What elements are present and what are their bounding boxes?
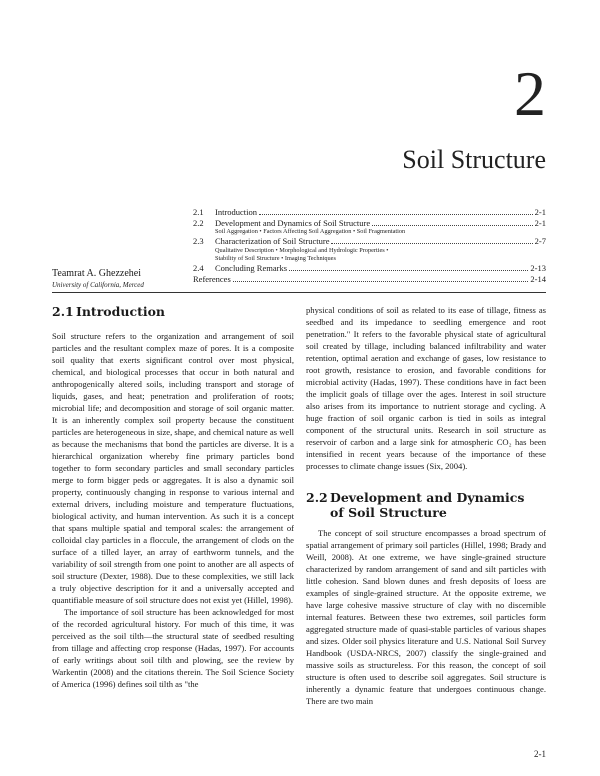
toc-number: 2.2 (193, 217, 204, 228)
toc-subtopics: Stability of Soil Structure • Imaging Techniques (215, 254, 336, 262)
paragraph: The importance of soil structure has been acknowledged for most of the recorded agricultural history. For much of this time, it was perceived as the soil tilth—the structural state of seedbed resulting from tillage and affecting crop response (Hadas, 1997). For accounts of early writings about soil tilth and plowing, see the review by Warkentin (2008) and the citations therein. The Soil Science Society of America (1996) defines soil tilth as "the (52, 607, 294, 689)
toc-title: Development and Dynamics of Soil Structure (215, 217, 371, 228)
toc-title: Introduction (215, 207, 258, 217)
toc-number: 2.4 (193, 263, 204, 274)
section-heading-development (306, 490, 546, 520)
toc-entry-2-4[interactable] (193, 263, 546, 274)
right-column-bottom (306, 527, 546, 707)
section-heading-introduction (52, 304, 294, 319)
toc-title: Characterization of Soil Structure (215, 236, 330, 247)
section-number: 2.2 (306, 490, 328, 505)
section-title-continued: of Soil Structure (330, 505, 447, 520)
toc-leader-dots (331, 243, 532, 244)
toc-page: 2-13 (530, 263, 546, 274)
paragraph: The concept of soil structure encompasses a broad spectrum of spatial arrangement of primary soil particles (Hillel, 1998; Brady and Weill, 2008). At one extreme, we have single-grained structure characterized by random arrangement of sand and silt particles with little cohesion. Sand blown dunes and fresh deposits of loess are examples of single-grained structure. At the opposite extreme, we have large cohesive massive structure of clay with no discernible internal features. Between these two extremes, soil particles form aggregated structure made of quasi-stable particles of various shapes and sizes. Older soil physics literature and U.S. National Soil Survey Handbook (USDA-NRCS, 2007) classify the single-grained and massive soils as structureless. For this reason, the concept of soil structure is often used to describe soil aggregates. Soil structure is inherently a dynamic feature that undergoes continuous change. There are two main (306, 528, 546, 706)
section-number: 2.1 (52, 304, 74, 319)
toc-title: References (193, 273, 231, 284)
toc-leader-dots (372, 225, 533, 226)
chapter-number: 2 (514, 58, 546, 129)
toc-entry-2-2[interactable] (193, 218, 546, 229)
toc-leader-dots (289, 270, 528, 271)
toc-subtopics: Soil Aggregation • Factors Affecting Soil Aggregation • Soil Fragmentation (215, 228, 406, 235)
toc-page: 2-1 (534, 207, 546, 217)
toc-page: 2-14 (530, 273, 546, 284)
header-divider (52, 292, 546, 293)
toc-entry-references[interactable] (193, 274, 546, 285)
toc-subtopics: Qualitative Description • Morphological and Hydrologic Properties • (215, 246, 389, 254)
author-block (52, 268, 192, 290)
author-name: Teamrat A. Ghezzehei (52, 268, 141, 279)
paragraph: Soil structure refers to the organization and arrangement of soil particles and the resultant complex maze of pores. It is a composite soil quality that exerts significant control over most physical, chemical, and biological processes that occur in both natural and anthropogenically altered soils, including transport and storage of liquids, gases, and heat; penetration and proliferation of roots; microbial life; and decomposition and storage of soil organic matter. It is an inherently complex soil property because the constituent particles are heterogeneous in size, shape, and chemical nature as well as because the mechanisms that bond the particles are diverse. It is a hierarchical organization whereby fine primary particles bond together to form secondary particles and small secondary particles merge to form bigger peds or aggregates. It is also a dynamic soil property, continuously changing in response to various internal and external drivers, including moisture and temperature fluctuations, biological activity, and human intervention. As such it is a concept that spans multiple spatial and temporal scales: the arrangement of colloidal clay particles in a floccule, the arrangement of clods on the surface of a tilled layer, an array of earthworm tunnels, and the variability of soil strength from one point to another are all aspects of soil structure (Dexter, 1988). Due to these complexities, we still lack a truly objective description for it and a universally accepted and quantifiable measure of soil structure does not exist yet (Hillel, 1998). (52, 331, 294, 605)
toc-leader-dots (259, 214, 533, 215)
toc-number: 2.1 (193, 207, 204, 217)
table-of-contents (193, 207, 546, 284)
toc-entry-2-1[interactable] (193, 207, 546, 218)
toc-page: 2-7 (534, 236, 546, 247)
left-column (52, 330, 294, 690)
page-number: 2-1 (534, 749, 546, 759)
section-title: Introduction (76, 304, 166, 319)
right-column-top (306, 304, 546, 472)
toc-page: 2-1 (534, 217, 546, 228)
toc-number: 2.3 (193, 236, 204, 247)
toc-leader-dots (233, 281, 529, 282)
author-affiliation: University of California, Merced (52, 281, 144, 289)
toc-title: Concluding Remarks (215, 263, 288, 274)
chapter-title: Soil Structure (402, 145, 546, 174)
section-title: Development and Dynamics (330, 490, 525, 505)
paragraph: physical conditions of soil as related to its ease of tillage, fitness as seedbed and its impedance to seedling emergence and root penetration." It refers to the favorable physical state of agricultural soil created by tillage, including balanced infiltrability and water retention, optimal aeration and exchange of gases, low resistance to root growth, resistance to erosion, and favorable conditions for microbial activity (Hadas, 1997). These conditions have in fact been the implicit goals of tillage over the ages. Interest in soil structure also arises from its importance to nutrient storage and cycling. A huge fraction of soil organic carbon is tied in soils as integral component of the structural units. Research in soil structure as reservoir of carbon and a large sink for atmospheric CO₂ has been intensified in recent years because of the importance of these processes to climate change issues (Six, 2004). (306, 305, 546, 471)
toc-entry-2-3[interactable] (193, 236, 546, 247)
